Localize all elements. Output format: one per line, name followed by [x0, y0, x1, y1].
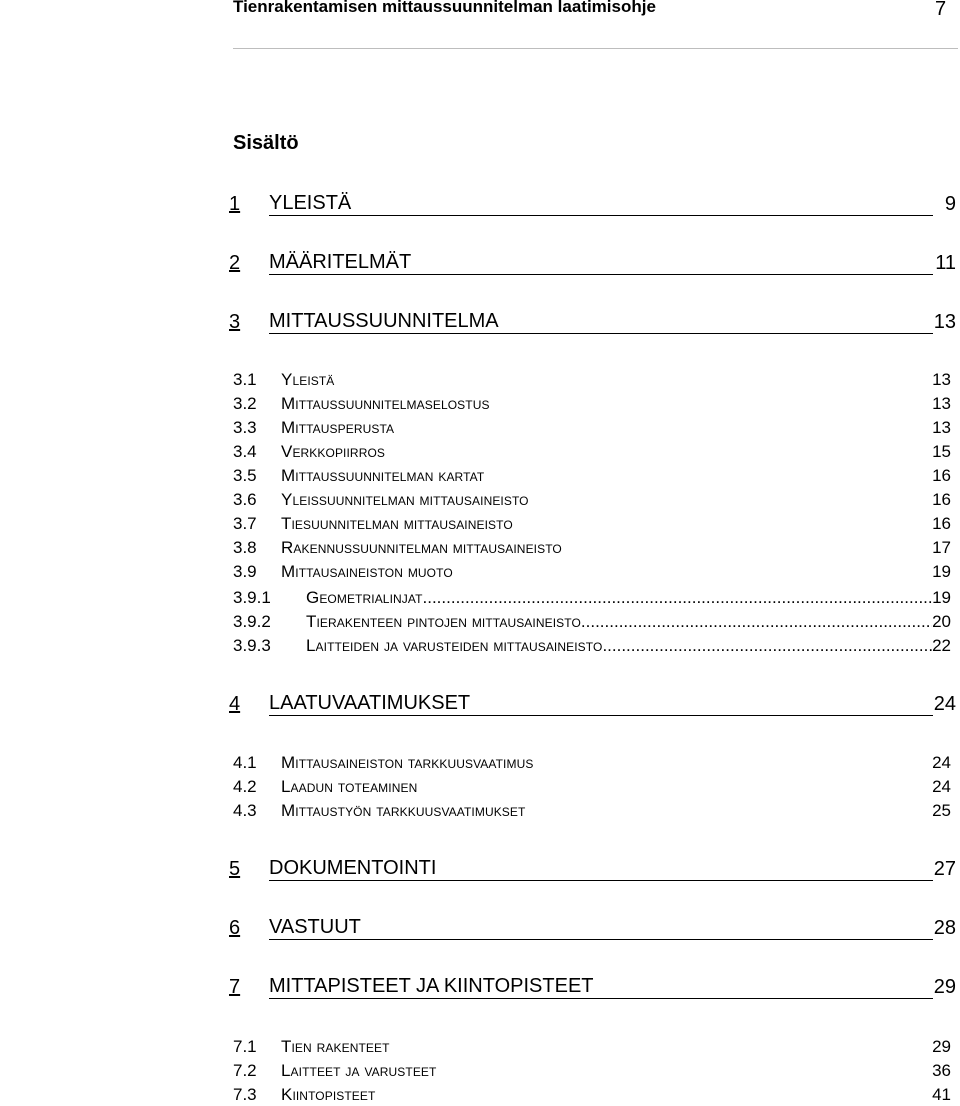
toc-entry-page: 19	[932, 562, 951, 581]
toc-entry-page: 41	[932, 1085, 951, 1104]
toc-entry-number: 3.9.2	[233, 612, 271, 631]
toc-entry-1[interactable]	[229, 193, 958, 219]
toc-entry-number: 3.6	[233, 490, 257, 509]
toc-entry-page: 13	[933, 311, 956, 333]
toc-entry-page: 13	[932, 418, 951, 437]
toc-entry-title: Tierakenteen pintojen mittausaineisto	[306, 612, 581, 631]
toc-entry-title: Mittaustyön tarkkuusvaatimukset	[281, 801, 526, 820]
toc-entry-page: 19	[932, 588, 951, 607]
toc-entry-4-2[interactable]	[233, 776, 953, 798]
toc-entry-page: 15	[932, 442, 951, 461]
toc-entry-page: 13	[932, 394, 951, 413]
toc-entry-leader	[306, 611, 951, 633]
toc-entry-number: 4.2	[233, 777, 257, 796]
toc-entry-page: 16	[932, 514, 951, 533]
toc-entry-title: Mittausperusta	[281, 418, 395, 437]
toc-entry-number: 7	[229, 976, 241, 998]
toc-entry-page: 36	[932, 1061, 951, 1080]
toc-entry-title: Laadun toteaminen	[281, 777, 418, 796]
running-header-title: Tienrakentamisen mittaussuunnitelman laatimisohje	[233, 0, 656, 16]
toc-entry-number: 7.2	[233, 1061, 257, 1080]
toc-entry-page: 9	[944, 193, 956, 215]
toc-entry-7[interactable]	[229, 976, 958, 1002]
toc-entry-title: MITTAUSSUUNNITELMA	[269, 311, 933, 334]
toc-entry-number: 3	[229, 311, 241, 333]
toc-entry-number: 4.3	[233, 801, 257, 820]
toc-entry-6[interactable]	[229, 917, 958, 943]
toc-entry-number: 6	[229, 917, 241, 939]
toc-entry-page: 13	[932, 370, 951, 389]
toc-entry-number: 3.1	[233, 370, 257, 389]
toc-entry-page: 24	[933, 693, 956, 715]
toc-entry-title: Yleistä	[281, 370, 335, 389]
dot-leader	[423, 587, 933, 609]
toc-entry-number: 3.2	[233, 394, 257, 413]
toc-entry-number: 3.8	[233, 538, 257, 557]
toc-entry-3-9-3[interactable]	[233, 635, 953, 657]
toc-entry-5[interactable]	[229, 858, 958, 884]
toc-entry-title: Verkkopiirros	[281, 442, 385, 461]
toc-entry-7-2[interactable]	[233, 1060, 953, 1082]
toc-heading: Sisältö	[233, 132, 299, 154]
toc-entry-4-1[interactable]	[233, 752, 953, 774]
toc-entry-title: Mittaussuunnitelman kartat	[281, 466, 485, 485]
toc-entry-title: Mittaussuunnitelmaselostus	[281, 394, 490, 413]
toc-entry-4-3[interactable]	[233, 800, 953, 822]
toc-entry-number: 3.5	[233, 466, 257, 485]
toc-entry-page: 24	[932, 777, 951, 796]
toc-entry-title: Rakennussuunnitelman mittausaineisto	[281, 538, 562, 557]
toc-entry-number: 1	[229, 193, 241, 215]
toc-entry-number: 3.9.1	[233, 588, 271, 607]
toc-entry-3-7[interactable]	[233, 513, 953, 535]
toc-entry-title: Yleissuunnitelman mittausaineisto	[281, 490, 529, 509]
toc-entry-7-1[interactable]	[233, 1036, 953, 1058]
toc-entry-title: VASTUUT	[269, 917, 933, 940]
toc-entry-page: 29	[933, 976, 956, 998]
toc-entry-page: 16	[932, 466, 951, 485]
toc-entry-title: Mittausaineiston muoto	[281, 562, 453, 581]
toc-entry-number: 4	[229, 693, 241, 715]
toc-entry-3-6[interactable]	[233, 489, 953, 511]
toc-entry-title: Kiintopisteet	[281, 1085, 376, 1104]
toc-entry-3-2[interactable]	[233, 393, 953, 415]
header-divider	[233, 48, 958, 49]
toc-entry-number: 3.9	[233, 562, 257, 581]
toc-entry-title: Mittausaineiston tarkkuusvaatimus	[281, 753, 534, 772]
toc-entry-3-8[interactable]	[233, 537, 953, 559]
toc-entry-number: 4.1	[233, 753, 257, 772]
toc-entry-title: Laitteet ja varusteet	[281, 1061, 437, 1080]
toc-entry-page: 20	[932, 612, 951, 631]
toc-entry-3-1[interactable]	[233, 369, 953, 391]
toc-entry-number: 7.1	[233, 1037, 257, 1056]
toc-entry-page: 25	[932, 801, 951, 820]
toc-entry-4[interactable]	[229, 693, 958, 719]
toc-entry-3-9-2[interactable]	[233, 611, 953, 633]
toc-entry-3[interactable]	[229, 311, 958, 337]
toc-entry-number: 3.4	[233, 442, 257, 461]
toc-entry-title: Tiesuunnitelman mittausaineisto	[281, 514, 513, 533]
dot-leader	[581, 611, 932, 633]
toc-entry-title: Geometrialinjat	[306, 588, 423, 607]
toc-entry-title: LAATUVAATIMUKSET	[269, 693, 933, 716]
toc-entry-number: 2	[229, 252, 241, 274]
toc-entry-title: Laitteiden ja varusteiden mittausaineisto	[306, 636, 603, 655]
toc-entry-page: 29	[932, 1037, 951, 1056]
toc-entry-leader	[306, 635, 951, 657]
toc-entry-page: 11	[935, 252, 956, 274]
toc-entry-3-9-1[interactable]	[233, 587, 953, 609]
toc-entry-2[interactable]	[229, 252, 958, 278]
running-header-page-number: 7	[935, 0, 947, 20]
toc-entry-3-3[interactable]	[233, 417, 953, 439]
toc-entry-page: 27	[933, 858, 956, 880]
toc-entry-title: MITTAPISTEET JA KIINTOPISTEET	[269, 976, 933, 999]
dot-leader	[602, 635, 932, 657]
toc-entry-page: 16	[932, 490, 951, 509]
toc-entry-title: YLEISTÄ	[269, 193, 933, 216]
toc-entry-title: Tien rakenteet	[281, 1037, 390, 1056]
toc-entry-title: MÄÄRITELMÄT	[269, 252, 933, 275]
toc-entry-number: 3.7	[233, 514, 257, 533]
toc-entry-page: 28	[933, 917, 956, 939]
toc-entry-page: 22	[932, 636, 951, 655]
toc-entry-3-5[interactable]	[233, 465, 953, 487]
toc-entry-page: 24	[932, 753, 951, 772]
toc-entry-number: 3.9.3	[233, 636, 271, 655]
toc-entry-number: 3.3	[233, 418, 257, 437]
toc-entry-3-4[interactable]	[233, 441, 953, 463]
toc-entry-leader	[306, 587, 951, 609]
toc-entry-title: DOKUMENTOINTI	[269, 858, 933, 881]
toc-entry-page: 17	[932, 538, 951, 557]
toc-entry-number: 7.3	[233, 1085, 257, 1104]
toc-entry-number: 5	[229, 858, 241, 880]
toc-entry-3-9[interactable]	[233, 561, 953, 583]
